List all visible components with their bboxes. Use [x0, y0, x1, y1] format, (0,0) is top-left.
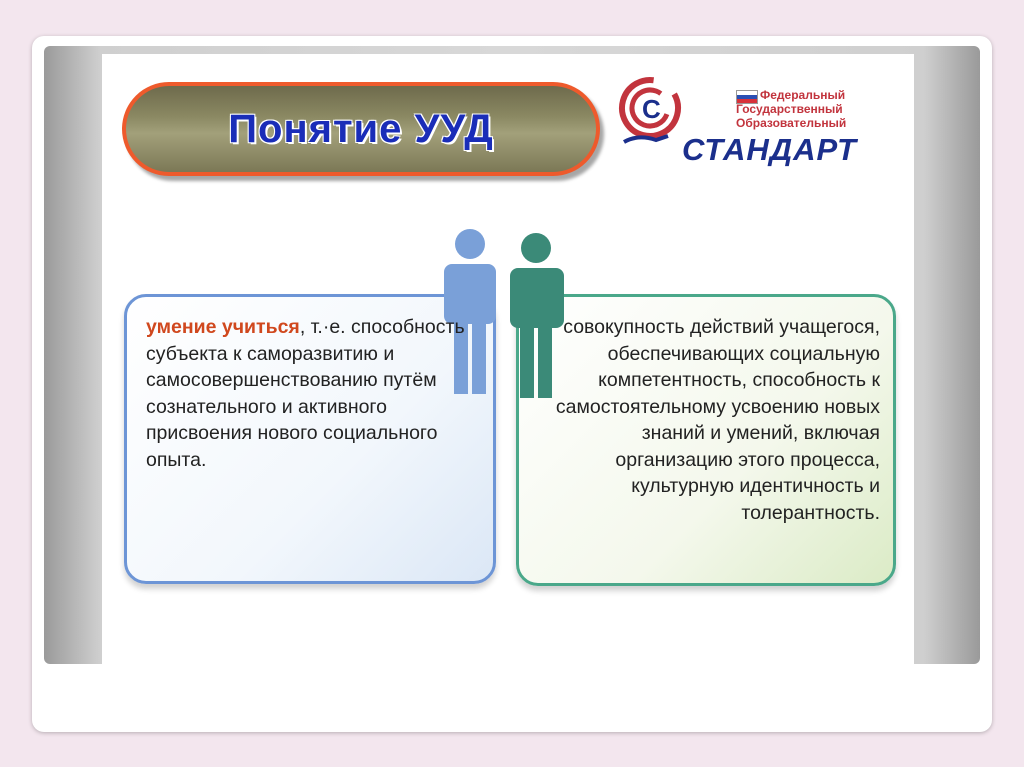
- standard-logo: [616, 74, 866, 167]
- logo-word: СТАНДАРТ: [682, 132, 857, 167]
- logo-line-1: Федеральный: [760, 88, 846, 102]
- svg-text:C: C: [642, 94, 661, 124]
- slide: [102, 54, 914, 664]
- definition-text: [146, 314, 486, 473]
- definition-term: умение учиться: [146, 316, 300, 338]
- standard-emblem-icon: [616, 74, 686, 154]
- definition-body: , т.·е. способность субъекта к саморазвитию и самосовершенствованию путём сознательного и активного присвоения нового социального опыта.: [146, 316, 465, 471]
- logo-caption: [736, 88, 847, 130]
- logo-line-3: Образовательный: [736, 116, 847, 130]
- actions-text: совокупность действий учащегося, обеспечивающих социальную компетентность, способность к самостоятельному усвоению новых знаний и умений, включая организацию этого процесса, культурную идентичность и толерантность.: [555, 316, 880, 524]
- title-banner: [122, 82, 600, 176]
- logo-line-2: Государственный: [736, 102, 843, 116]
- slide-title: Понятие УУД: [228, 106, 494, 151]
- title-banner-inner: [126, 86, 596, 172]
